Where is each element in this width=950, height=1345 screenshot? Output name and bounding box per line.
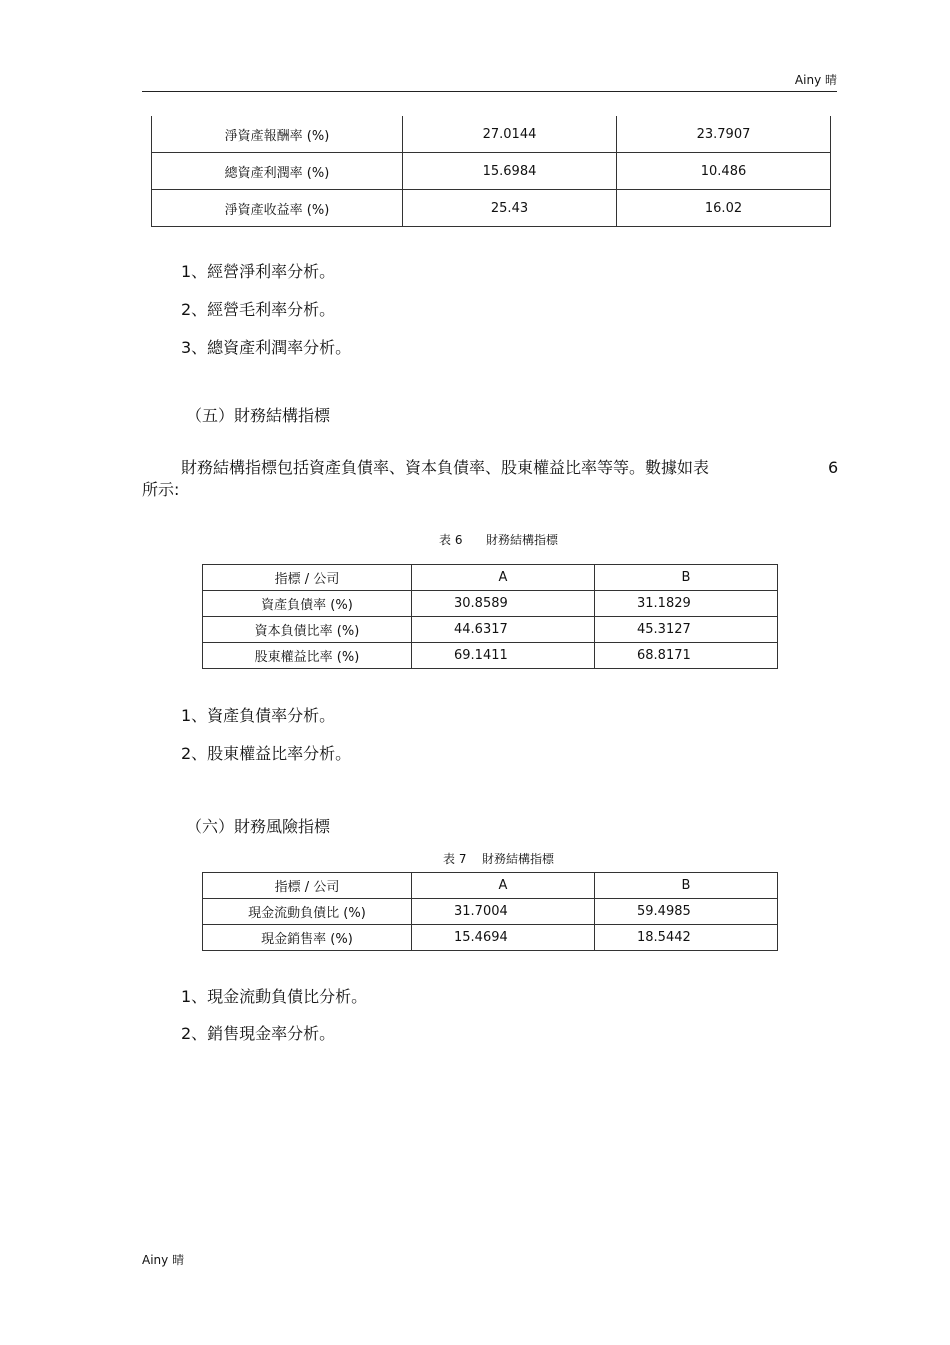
value-b: 23.7907 bbox=[617, 116, 831, 153]
list-item: 1、經營淨利率分析。 bbox=[181, 262, 336, 281]
table-row bbox=[203, 591, 778, 617]
value-b: 31.1829 bbox=[595, 591, 778, 617]
row-label: 資產負債率 (%) bbox=[203, 591, 412, 617]
list-item: 2、股東權益比率分析。 bbox=[181, 744, 352, 763]
page-header: Ainy 晴 bbox=[794, 73, 837, 87]
value-b: 68.8171 bbox=[595, 643, 778, 669]
row-label: 淨資產報酬率 (%) bbox=[152, 116, 403, 153]
value-b: 10.486 bbox=[617, 153, 831, 190]
table-caption-number: 表 6 bbox=[439, 533, 463, 547]
value-a: 15.6984 bbox=[403, 153, 617, 190]
page-footer: Ainy 晴 bbox=[142, 1253, 185, 1267]
value-a: 27.0144 bbox=[403, 116, 617, 153]
column-header: 指標 / 公司 bbox=[203, 565, 412, 591]
value-a: 25.43 bbox=[403, 190, 617, 227]
table-row bbox=[203, 643, 778, 669]
row-label: 股東權益比率 (%) bbox=[203, 643, 412, 669]
value-a: 30.8589 bbox=[412, 591, 595, 617]
table-row bbox=[152, 116, 831, 153]
table-header-row bbox=[203, 873, 778, 899]
column-header: B bbox=[595, 565, 778, 591]
value-a: 44.6317 bbox=[412, 617, 595, 643]
row-label: 現金銷售率 (%) bbox=[203, 925, 412, 951]
column-header: 指標 / 公司 bbox=[203, 873, 412, 899]
column-header: A bbox=[412, 565, 595, 591]
value-a: 15.4694 bbox=[412, 925, 595, 951]
section-heading: （五）財務結構指標 bbox=[186, 406, 331, 425]
value-b: 16.02 bbox=[617, 190, 831, 227]
header-rule bbox=[142, 91, 837, 92]
table-financial-risk bbox=[202, 872, 778, 951]
paragraph-table-ref: 6 bbox=[828, 458, 839, 477]
table-row bbox=[203, 899, 778, 925]
value-b: 18.5442 bbox=[595, 925, 778, 951]
row-label: 總資產利潤率 (%) bbox=[152, 153, 403, 190]
value-b: 59.4985 bbox=[595, 899, 778, 925]
table-row bbox=[203, 925, 778, 951]
table-caption-number: 表 7 bbox=[443, 852, 467, 866]
paragraph-line: 財務結構指標包括資產負債率、資本負債率、股東權益比率等等。數據如表 bbox=[181, 458, 710, 477]
list-item: 2、銷售現金率分析。 bbox=[181, 1024, 336, 1043]
table-financial-structure bbox=[202, 564, 778, 669]
table-row bbox=[152, 153, 831, 190]
paragraph-line: 所示: bbox=[142, 480, 180, 499]
list-item: 2、經營毛利率分析。 bbox=[181, 300, 336, 319]
table-row bbox=[152, 190, 831, 227]
table-caption-title: 財務結構指標 bbox=[486, 533, 559, 547]
row-label: 淨資產收益率 (%) bbox=[152, 190, 403, 227]
table-caption-title: 財務結構指標 bbox=[482, 852, 555, 866]
table-row bbox=[203, 617, 778, 643]
column-header: A bbox=[412, 873, 595, 899]
value-b: 45.3127 bbox=[595, 617, 778, 643]
value-a: 31.7004 bbox=[412, 899, 595, 925]
row-label: 資本負債比率 (%) bbox=[203, 617, 412, 643]
table-header-row bbox=[203, 565, 778, 591]
table-profitability bbox=[151, 116, 831, 227]
row-label: 現金流動負債比 (%) bbox=[203, 899, 412, 925]
list-item: 3、總資產利潤率分析。 bbox=[181, 338, 352, 357]
section-heading: （六）財務風險指標 bbox=[186, 817, 331, 836]
column-header: B bbox=[595, 873, 778, 899]
list-item: 1、現金流動負債比分析。 bbox=[181, 987, 368, 1006]
list-item: 1、資產負債率分析。 bbox=[181, 706, 336, 725]
value-a: 69.1411 bbox=[412, 643, 595, 669]
